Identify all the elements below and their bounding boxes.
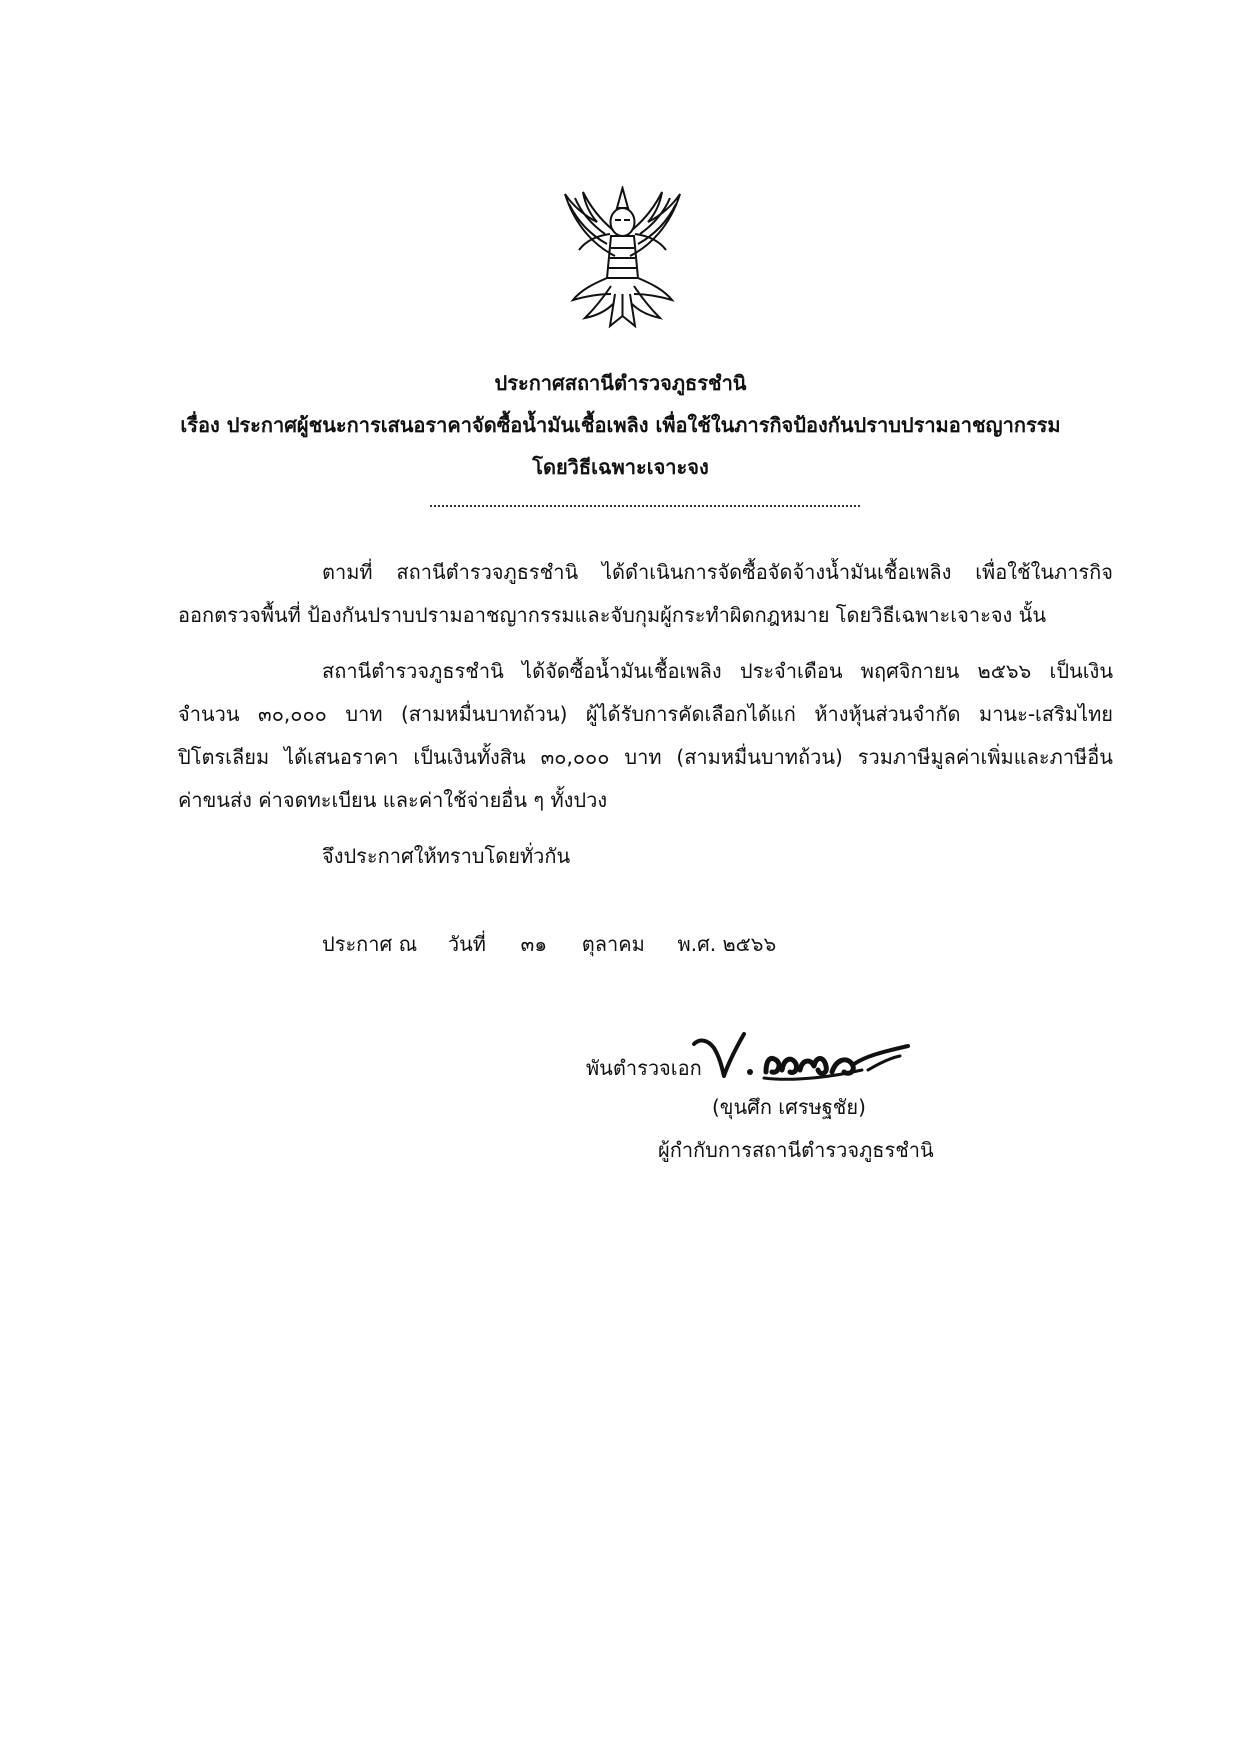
procurement-method: โดยวิธีเฉพาะเจาะจง: [532, 455, 709, 479]
dotted-divider: [430, 505, 860, 507]
para2-line2: จำนวน ๓๐,๐๐๐ บาท (สามหมื่นบาทถ้วน) ผู้ได้รับการคัดเลือกได้แก่ ห้างหุ้นส่วนจำกัด มานะ-เสริมไทย: [178, 702, 1113, 726]
signer-name: (ขุนศึก เศรษฐชัย): [712, 1095, 866, 1119]
para2-line3: ปิโตรเลียม ได้เสนอราคา เป็นเงินทั้งสิน ๓๐,๐๐๐ บาท (สามหมื่นบาทถ้วน) รวมภาษีมูลค่าเพิ่มและภาษีอื่น: [178, 745, 1113, 769]
para2-line4: ค่าขนส่ง ค่าจดทะเบียน และค่าใช้จ่ายอื่น ๆ ทั้งปวง: [178, 788, 608, 812]
signer-rank: พันตำรวจเอก: [586, 1056, 702, 1080]
para1-line1: ตามที่ สถานีตำรวจภูธรชำนิ ได้ดำเนินการจัดซื้อจัดจ้างน้ำมันเชื้อเพลิง เพื่อใช้ในภารกิจ: [322, 560, 1113, 584]
para2-line1: สถานีตำรวจภูธรชำนิ ได้จัดซื้อน้ำมันเชื้อเพลิง ประจำเดือน พฤศจิกายน ๒๕๖๖ เป็นเงิน: [322, 659, 1113, 683]
announcement-date: ประกาศ ณ วันที่ ๓๑ ตุลาคม พ.ศ. ๒๕๖๖: [322, 932, 777, 956]
para1-line2: ออกตรวจพื้นที่ ป้องกันปราบปรามอาชญากรรมและจับกุมผู้กระทำผิดกฎหมาย โดยวิธีเฉพาะเจาะจง นั้น: [178, 603, 1046, 627]
closing-statement: จึงประกาศให้ทราบโดยทั่วกัน: [322, 844, 571, 868]
garuda-emblem-icon: [555, 186, 690, 331]
announcement-title: ประกาศสถานีตำรวจภูธรชำนิ: [494, 371, 747, 395]
signer-position: ผู้กำกับการสถานีตำรวจภูธรชำนิ: [658, 1138, 934, 1162]
announcement-subject: เรื่อง ประกาศผู้ชนะการเสนอราคาจัดซื้อน้ำมันเชื้อเพลิง เพื่อใช้ในภารกิจป้องกันปราบปรามอาชญากรรม: [180, 413, 1061, 437]
handwritten-signature: [686, 1026, 916, 1088]
